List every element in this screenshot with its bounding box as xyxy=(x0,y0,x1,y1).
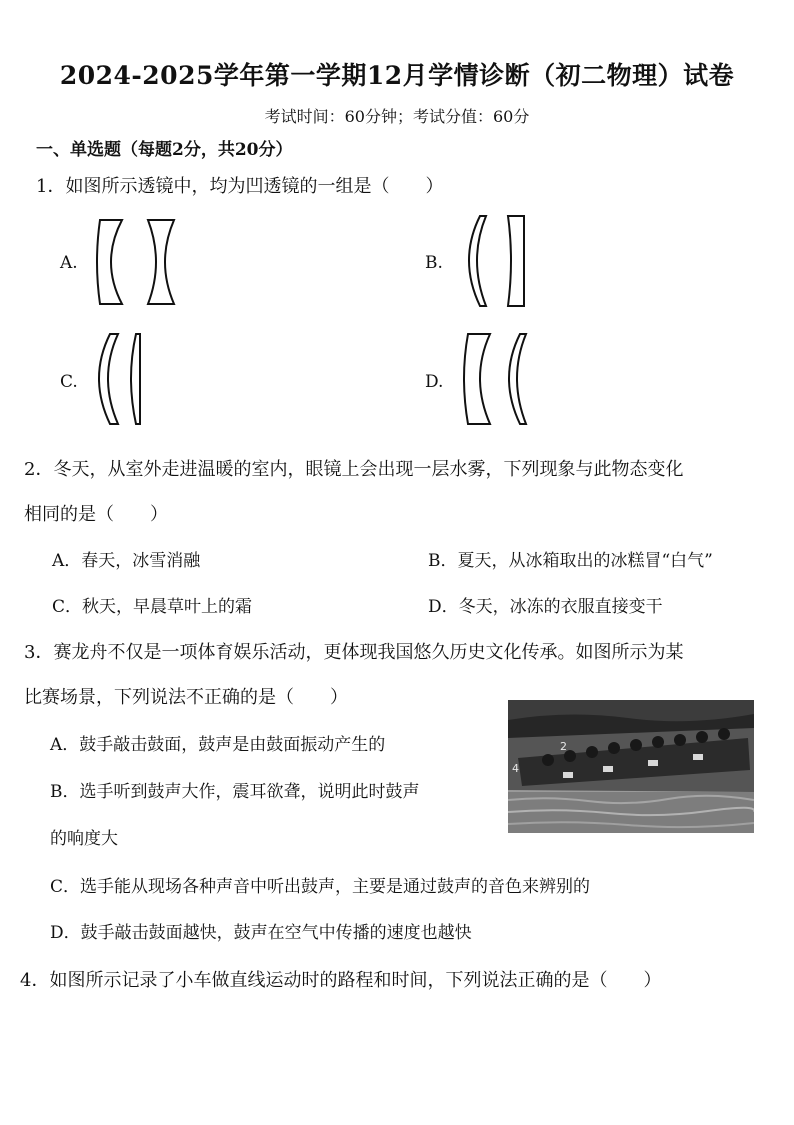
option-d-label: D. xyxy=(425,372,444,392)
q2-option-a: A．春天，冰雪消融 xyxy=(52,551,201,571)
question-3-stem-cont: 比赛场景，下列说法不正确的是（ ） xyxy=(24,687,348,708)
q2-option-c: C．秋天，早晨草叶上的霜 xyxy=(52,597,253,617)
plano-convex-lens xyxy=(131,334,140,424)
question-3-stem: 3．赛龙舟不仅是一项体育娱乐活动，更体现我国悠久历史文化传承。如图所示为某 xyxy=(24,642,684,663)
question-2-stem-cont: 相同的是（ ） xyxy=(24,504,168,525)
boat-number-2: 2 xyxy=(560,740,567,753)
q2-option-b: B．夏天，从冰箱取出的冰糕冒“白气” xyxy=(428,551,713,571)
q3-option-c: C．选手能从现场各种声音中听出鼓声，主要是通过鼓声的音色来辨别的 xyxy=(50,877,591,897)
q2-option-d: D．冬天，冰冻的衣服直接变干 xyxy=(428,597,663,617)
exam-info: 考试时间：60分钟；考试分值：60分 xyxy=(264,107,530,126)
option-a-label: A. xyxy=(60,253,78,273)
plano-concave-lens xyxy=(508,216,524,306)
lens-pair-b xyxy=(458,212,538,312)
option-c-label: C. xyxy=(60,372,78,392)
meniscus-lens xyxy=(99,334,118,424)
q3-option-d: D．鼓手敲击鼓面越快，鼓声在空气中传播的速度也越快 xyxy=(50,923,472,943)
plano-concave-lens xyxy=(464,334,490,424)
q3-option-b-cont: 的响度大 xyxy=(50,829,118,849)
question-4-stem: 4．如图所示记录了小车做直线运动时的路程和时间，下列说法正确的是（ ） xyxy=(20,970,662,991)
page-title: 2024-2025学年第一学期12月学情诊断（初二物理）试卷 xyxy=(59,61,735,90)
section-heading: 一、单选题（每题2分，共20分） xyxy=(36,140,293,160)
meniscus-lens xyxy=(509,334,526,424)
lens-pair-a xyxy=(90,216,190,308)
biconcave-lens xyxy=(148,220,174,304)
q3-option-a: A．鼓手敲击鼓面，鼓声是由鼓面振动产生的 xyxy=(50,735,386,755)
question-2-stem: 2．冬天，从室外走进温暖的室内，眼镜上会出现一层水雾，下列现象与此物态变化 xyxy=(24,459,684,480)
boat-number-4: 4 xyxy=(512,762,519,775)
q3-option-b: B．选手听到鼓声大作，震耳欲聋，说明此时鼓声 xyxy=(50,782,420,802)
question-1-stem: 1．如图所示透镜中，均为凹透镜的一组是（ ） xyxy=(36,176,444,197)
plano-concave-lens xyxy=(97,220,122,304)
dragon-boat-photo xyxy=(508,700,754,833)
option-b-label: B. xyxy=(425,253,443,273)
meniscus-lens xyxy=(469,216,486,306)
lens-pair-c xyxy=(88,330,158,430)
lens-pair-d xyxy=(458,330,538,430)
